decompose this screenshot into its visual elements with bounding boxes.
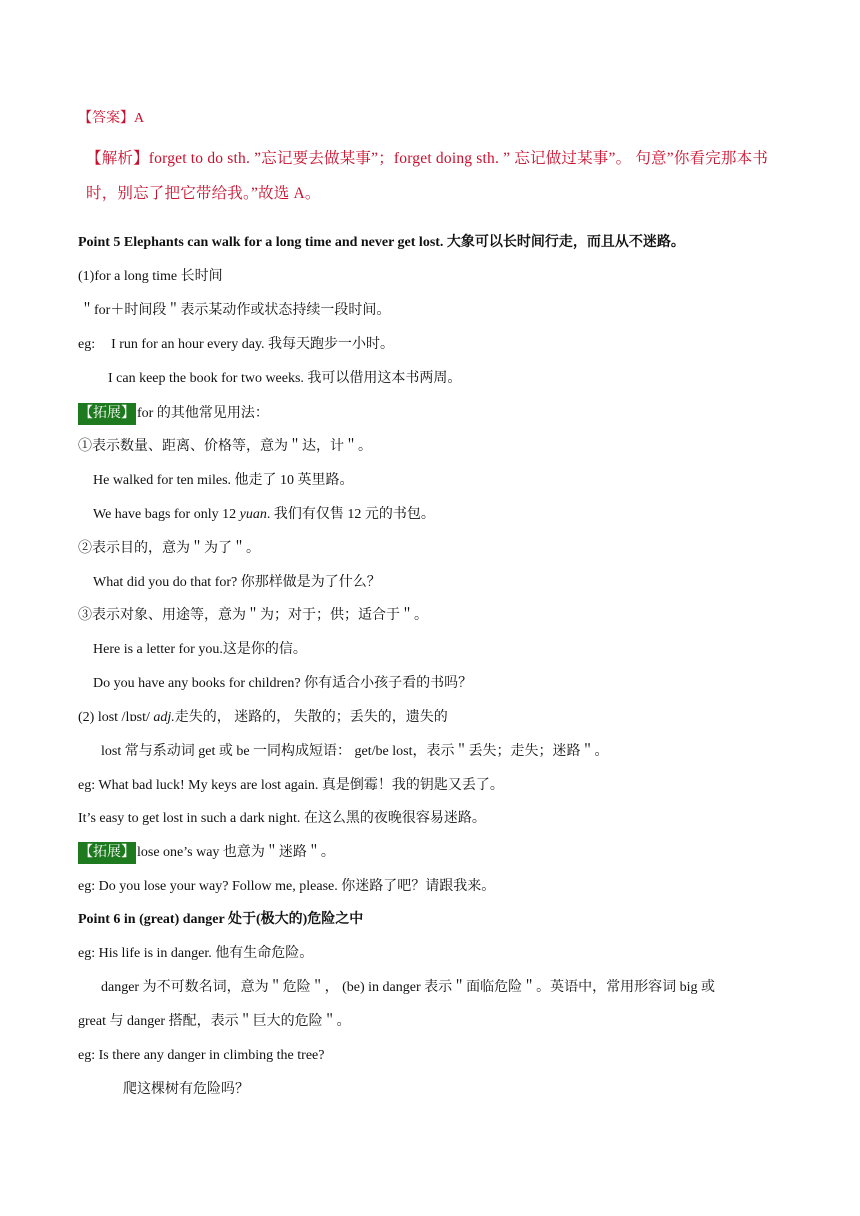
answer-value: A <box>134 111 145 126</box>
use3-example-1: Here is a letter for you.这是你的信。 <box>93 642 307 657</box>
use1-example-1: He walked for ten miles. 他走了 10 英里路。 <box>93 473 354 488</box>
eg1-line-2: I can keep the book for two weeks. 我可以借用这本书两周。 <box>108 371 462 386</box>
use1-example-2 <box>93 505 435 525</box>
eg1-sentence-a: I run for an hour every day. 我每天跑步一小时。 <box>111 337 395 352</box>
use3-heading: ③表示对象、用途等，意为＂为；对于；供；适合于＂。 <box>78 608 428 623</box>
sub2-meaning: 走失的， 迷路的， 失散的；丢失的，遗失的 <box>174 710 448 725</box>
point6-eg2: eg: Is there any danger in climbing the tree? <box>78 1048 325 1063</box>
extension-tag: 【拓展】 <box>78 403 136 425</box>
use3-example-2: Do you have any books for children? 你有适合小孩子看的书吗？ <box>93 676 473 691</box>
point6-title: Point 6 in (great) danger 处于(极大的)危险之中 <box>78 912 364 927</box>
extension-text: for 的其他常见用法： <box>137 406 269 421</box>
point6-eg1: eg: His life is in danger. 他有生命危险。 <box>78 946 314 961</box>
point5-sub1: (1)for a long time 长时间 <box>78 269 223 284</box>
use2-heading: ②表示目的，意为＂为了＂。 <box>78 541 260 556</box>
eg2-line-3: eg: Do you lose your way? Follow me, please. 你迷路了吧？请跟我来。 <box>78 879 496 894</box>
point6-note-2: great 与 danger 搭配，表示＂巨大的危险＂。 <box>78 1014 351 1029</box>
point5-sub1-note: ＂for＋时间段＂表示某动作或状态持续一段时间。 <box>80 303 391 318</box>
point5-sub2 <box>78 708 448 728</box>
use1-heading: ①表示数量、距离、价格等，意为＂达，计＂。 <box>78 439 372 454</box>
eg-label: eg: <box>78 337 96 352</box>
eg2-line-1: eg: What bad luck! My keys are lost again. 真是倒霉！我的钥匙又丢了。 <box>78 778 504 793</box>
use1-example-2-yuan: yuan <box>239 507 267 522</box>
sub2-pos: adj. <box>153 710 175 725</box>
point6-note-1: danger 为不可数名词，意为＂危险＂， (be) in danger 表示＂面临危险＂。英语中，常用形容词 big 或 <box>101 980 715 995</box>
use1-example-2-c: . 我们有仅售 12 元的书包。 <box>266 507 435 522</box>
extension-text-2: lose one’s way 也意为＂迷路＂。 <box>137 845 335 860</box>
extension-tag-2: 【拓展】 <box>78 842 136 864</box>
answer-label: 【答案】 <box>78 111 134 126</box>
analysis-line-2: 时，别忘了把它带给我。”故选 A。 <box>86 185 321 202</box>
use2-example-1: What did you do that for? 你那样做是为了什么？ <box>93 575 381 590</box>
analysis-line-1: 【解析】forget to do sth. ”忘记要去做某事”；forget doing sth. ” 忘记做过某事”。 句意”你看完那本书 <box>86 150 769 167</box>
sub2-word: (2) lost /lɒst/ <box>78 710 154 725</box>
use1-example-2-a: We have bags for only 12 <box>93 507 240 522</box>
extension-line-1 <box>78 403 269 425</box>
extension-line-2 <box>78 842 335 864</box>
eg1-line-1 <box>78 335 394 355</box>
answer-line <box>78 109 144 129</box>
point5-sub2-note: lost 常与系动词 get 或 be 一同构成短语： get/be lost，表示＂丢失；走失；迷路＂。 <box>101 744 609 759</box>
eg2-line-2: It’s easy to get lost in such a dark night. 在这么黑的夜晚很容易迷路。 <box>78 811 486 826</box>
point6-eg2-translation: 爬这棵树有危险吗？ <box>123 1082 249 1097</box>
point5-title: Point 5 Elephants can walk for a long time and never get lost. 大象可以长时间行走，而且从不迷路。 <box>78 235 685 250</box>
